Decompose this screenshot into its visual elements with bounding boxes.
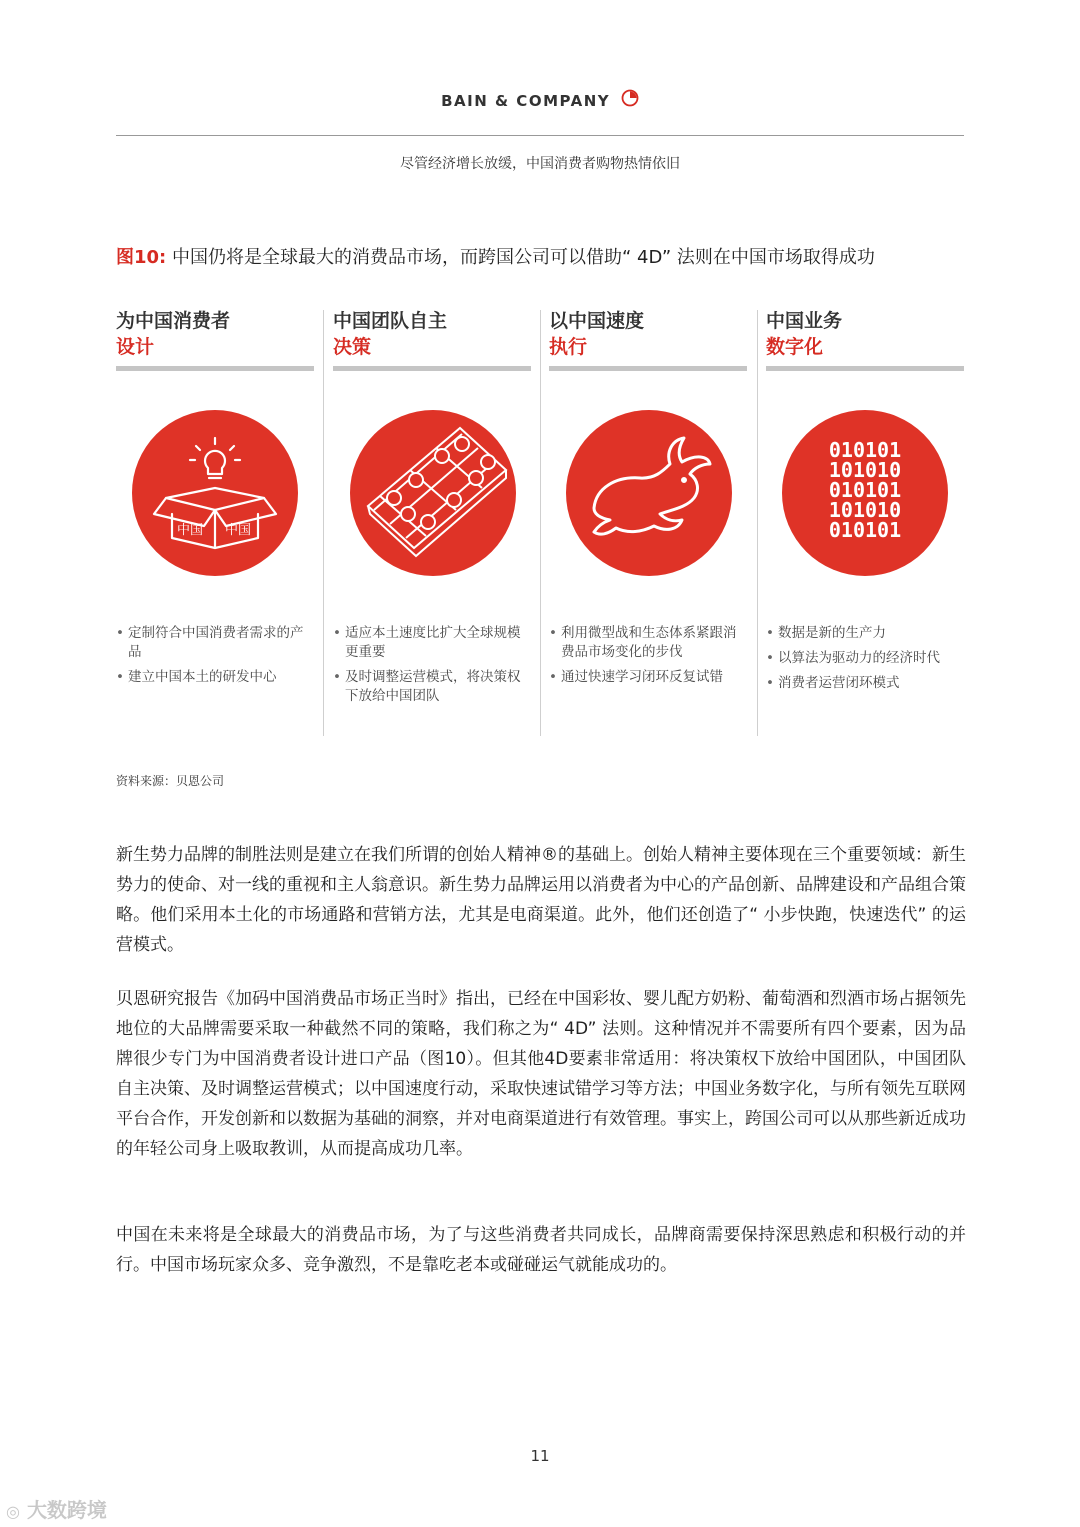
- column-divider: [323, 310, 324, 736]
- bullet-item: • 适应本土速度比扩大全球规模更重要: [333, 624, 528, 662]
- bullet-item: • 利用微型战和生态体系紧跟消费品市场变化的步伐: [549, 624, 744, 662]
- bullet-item: • 消费者运营闭环模式: [766, 674, 961, 693]
- column-digitize: [766, 308, 964, 371]
- brand-name: BAIN & COMPANY: [441, 92, 611, 110]
- brand-header: [0, 92, 1080, 111]
- box-label-right: 中国: [224, 523, 252, 538]
- binary-row: 101010: [828, 458, 902, 482]
- rabbit-icon: [566, 410, 732, 576]
- heading-rule: [116, 366, 314, 371]
- body-paragraph-2: 贝恩研究报告《加码中国消费品市场正当时》指出，已经在中国彩妆、婴儿配方奶粉、葡萄酒和烈酒市场占据领先地位的大品牌需要采取一种截然不同的策略，我们称之为“ 4D” 法则。这种情况并不需要所有四个要素，因为品牌很少专门为中国消费者设计进口产品（图10）。但其他4D要素非常适用：将决策权下放给中国团队，中国团队自主决策、及时调整运营模式；以中国速度行动，采取快速试错学习等方法；中国业务数字化，与所有领先互联网平台合作，开发创新和以数据为基础的洞察，并对电商渠道进行有效管理。事实上，跨国公司可以从那些新近成功的年轻公司身上吸取教训，从而提高成功几率。: [116, 989, 966, 1159]
- column-heading: [766, 308, 964, 360]
- bullet-item: • 定制符合中国消费者需求的产品: [116, 624, 306, 662]
- column-execute: [549, 308, 747, 371]
- heading-line1: 以中国速度: [549, 310, 645, 332]
- column-decide: [333, 308, 531, 371]
- binary-row: 010101: [828, 438, 902, 462]
- heading-line1: 中国业务: [766, 310, 843, 332]
- page-number: 11: [530, 1447, 550, 1465]
- header-divider: [116, 135, 964, 136]
- figure-number: 图10:: [116, 247, 167, 268]
- figure-title: [116, 243, 875, 269]
- column-bullets: [549, 624, 744, 693]
- column-heading: [333, 308, 531, 360]
- chess-board-icon: [350, 410, 516, 576]
- figure-title-text: 中国仍将是全球最大的消费品市场，而跨国公司可以借助“ 4D” 法则在中国市场取得成功: [171, 247, 875, 268]
- watermark-text: 大数跨境: [26, 1498, 107, 1522]
- heading-line1: 中国团队自主: [333, 310, 448, 332]
- bullet-item: • 以算法为驱动力的经济时代: [766, 649, 961, 668]
- heading-rule: [549, 366, 747, 371]
- bullet-item: • 建立中国本土的研发中心: [116, 668, 306, 687]
- binary-code-icon: [782, 410, 948, 576]
- watermark: [6, 1494, 107, 1523]
- body-paragraph-1: 新生势力品牌的制胜法则是建立在我们所谓的创始人精神®的基础上。创始人精神主要体现在三个重要领域：新生势力的使命、对一线的重视和主人翁意识。新生势力品牌运用以消费者为中心的产品创新、品牌建设和产品组合策略。他们采用本土化的市场通路和营销方法，尤其是电商渠道。此外，他们还创造了“ 小步快跑，快速迭代” 的运营模式。: [116, 845, 966, 955]
- column-divider: [757, 310, 758, 736]
- column-heading: [116, 308, 314, 360]
- heading-rule: [766, 366, 964, 371]
- heading-line2: 数字化: [766, 336, 824, 358]
- body-paragraph-3: 中国在未来将是全球最大的消费品市场，为了与这些消费者共同成长，品牌商需要保持深思熟虑和积极行动的并行。中国市场玩家众多、竞争激烈，不是靠吃老本或碰碰运气就能成功的。: [116, 1225, 966, 1275]
- heading-line1: 为中国消费者: [116, 310, 231, 332]
- column-divider: [540, 310, 541, 736]
- column-heading: [549, 308, 747, 360]
- box-label-left: 中国: [176, 523, 204, 538]
- heading-line2: 设计: [116, 336, 155, 358]
- bullet-item: • 通过快速学习闭环反复试错: [549, 668, 744, 687]
- heading-line2: 执行: [549, 336, 588, 358]
- column-bullets: [333, 624, 528, 712]
- box-lightbulb-icon: [132, 410, 298, 576]
- binary-row: 101010: [828, 498, 902, 522]
- column-bullets: [766, 624, 961, 699]
- page-subtitle: 尽管经济增长放缓，中国消费者购物热情依旧: [400, 156, 680, 172]
- binary-row: 010101: [828, 478, 902, 502]
- column-design: [116, 308, 314, 371]
- figure-source: 资料来源：贝恩公司: [116, 774, 225, 788]
- column-bullets: [116, 624, 306, 693]
- heading-line2: 决策: [333, 336, 372, 358]
- bullet-item: • 及时调整运营模式，将决策权下放给中国团队: [333, 668, 528, 706]
- binary-row: 010101: [828, 518, 902, 542]
- bain-logo-icon: [621, 89, 639, 111]
- heading-rule: [333, 366, 531, 371]
- bullet-item: • 数据是新的生产力: [766, 624, 961, 643]
- watermark-logo-icon: ◎: [6, 1502, 20, 1521]
